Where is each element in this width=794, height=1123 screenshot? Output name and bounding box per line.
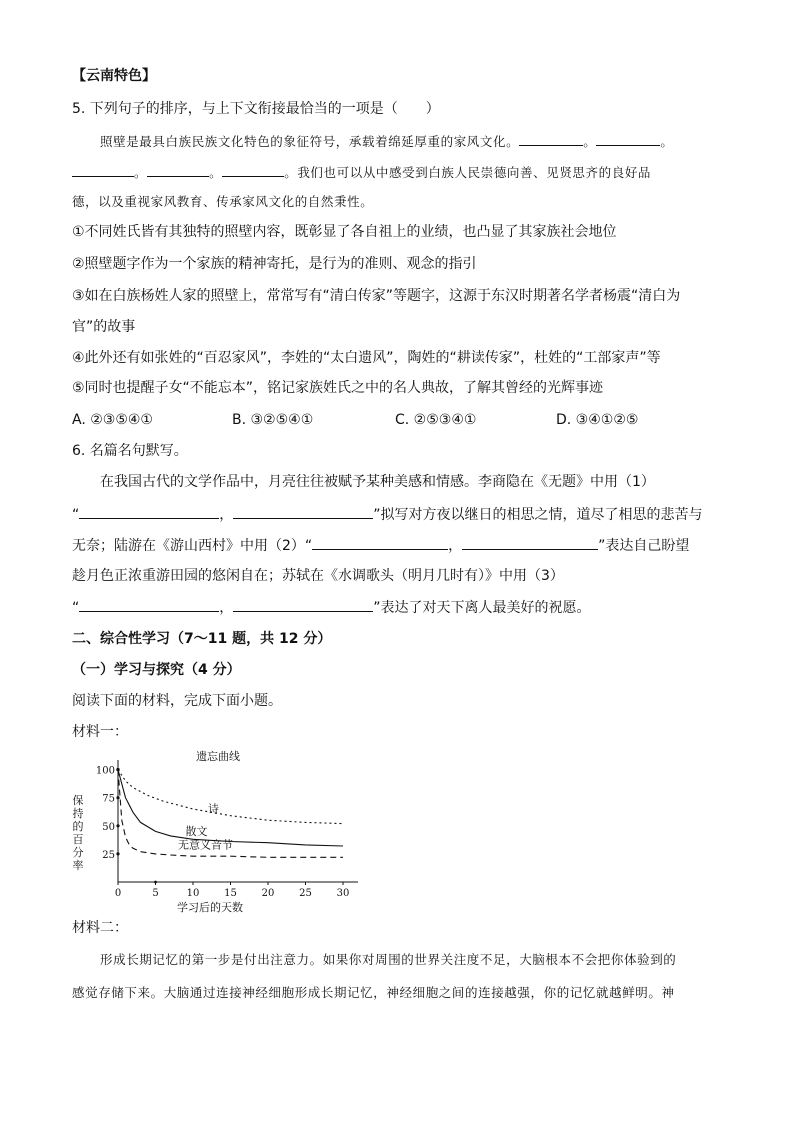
comma: ，	[219, 507, 234, 523]
answer-blank	[596, 131, 660, 146]
instruction-text: 阅读下面的材料，完成下面小题。	[72, 693, 282, 709]
x-tick-label: 30	[336, 888, 350, 899]
q6-line2-text: ”拟写对方夜以继日的相思之情，道尽了相思的悲苦与	[373, 507, 703, 523]
answer-blank	[233, 504, 373, 519]
q5-item-2: ②照壁题字作为一个家族的精神寄托，是行为的准则、观念的指引	[72, 256, 477, 272]
q5-passage-start: 照壁是最具白族民族文化特色的象征符号，承载着绵延厚重的家风文化。	[100, 134, 520, 149]
y-axis-label-char: 持	[72, 807, 84, 820]
chart-title: 遗忘曲线	[196, 750, 240, 763]
subsection-title-1: （一）学习与探究（4 分）	[72, 662, 241, 678]
answer-blank	[312, 535, 448, 550]
x-tick-label: 0	[114, 888, 122, 899]
axis-dot	[116, 796, 119, 799]
q5-stem: 5. 下列句子的排序，与上下文衔接最恰当的一项是（ ）	[72, 101, 440, 117]
y-tick-label: 75	[102, 793, 115, 805]
quote-open: “	[72, 600, 80, 616]
x-tick-label: 10	[186, 888, 200, 899]
option-b: B. ③②⑤④①	[232, 412, 314, 428]
series-label: 无意义音节	[178, 838, 233, 852]
answer-blank	[462, 535, 598, 550]
series-line-0	[118, 770, 343, 824]
q6-line1: 在我国古代的文学作品中，月亮往往被赋予某种美感和情感。李商隐在《无题》中用（1）	[100, 474, 655, 490]
q5-item-3: ③如在白族杨姓人家的照壁上，常常写有“清白传家”等题字，这源于东汉时期著名学者杨震“清白为	[72, 288, 681, 304]
q6-line3-close: ”表达自己盼望	[598, 538, 690, 554]
answer-blank	[72, 162, 134, 177]
option-a: A. ②③⑤④①	[72, 412, 153, 428]
q6-line5-text: ”表达了对天下离人最美好的祝愿。	[373, 600, 591, 616]
y-axis-label-char: 分	[72, 846, 84, 859]
q5-item-4: ④此外还有如张姓的“百忍家风”，李姓的“太白遗风”，陶姓的“耕读传家”，杜姓的“工部家声”等	[72, 350, 661, 366]
quote-open: “	[72, 507, 80, 523]
series-line-1	[118, 770, 343, 846]
material2-line2: 感觉存储下来。大脑通过连接神经细胞形成长期记忆，神经细胞之间的连接越强，你的记忆就越鲜明。神	[72, 985, 675, 1000]
q6-line2	[72, 504, 703, 525]
x-tick-label: 5	[152, 888, 159, 899]
q6-stem: 6. 名篇名句默写。	[72, 443, 188, 459]
answer-blank	[519, 131, 583, 146]
comma: ，	[219, 600, 234, 616]
q5-item-5: ⑤同时也提醒子女“不能忘本”，铭记家族姓氏之中的名人典故，了解其曾经的光辉事迹	[72, 380, 604, 396]
forgetting-curve-chart	[68, 746, 368, 916]
q5-item-3-cont: 官”的故事	[72, 319, 136, 335]
y-tick-label: 50	[102, 821, 115, 833]
q6-line4: 趁月色正浓重游田园的悠闲自在；苏轼在《水调歌头（明月几时有）》中用（3）	[72, 568, 564, 584]
q6-line3-text: 无奈；陆游在《游山西村》中用（2）“	[72, 538, 313, 554]
y-axis-label-char: 保	[72, 794, 84, 807]
answer-blank	[79, 504, 219, 519]
x-tick-label: 15	[224, 888, 237, 899]
q5-passage-line2: 。 。 。我们也可以从中感受到白族人民崇德向善、见贤思齐的良好品	[72, 162, 651, 183]
material2-label: 材料二：	[72, 920, 128, 936]
axis-dot	[154, 881, 157, 884]
q5-passage-line1: 照壁是最具白族民族文化特色的象征符号，承载着绵延厚重的家风文化。 。 。	[100, 131, 673, 152]
series-label: 散文	[185, 824, 208, 838]
q5-item-1: ①不同姓氏皆有其独特的照壁内容，既彰显了各自祖上的业绩，也凸显了其家族社会地位	[72, 224, 617, 240]
series-label: 诗	[208, 802, 219, 816]
answer-blank	[222, 162, 284, 177]
data-point	[116, 768, 119, 771]
comma: ，	[448, 538, 463, 554]
section-title-2: 二、综合性学习（7～11 题，共 12 分）	[72, 631, 332, 647]
q5-passage-mid: 。我们也可以从中感受到白族人民崇德向善、见贤思齐的良好品	[284, 165, 652, 180]
y-tick-label: 25	[102, 849, 115, 861]
x-tick-label: 25	[299, 888, 312, 899]
axis-dot	[116, 852, 119, 855]
section-title-yunnan: 【云南特色】	[72, 68, 156, 84]
x-tick-label: 20	[261, 888, 275, 899]
answer-blank	[233, 597, 373, 612]
q6-line5	[72, 597, 591, 618]
y-axis-label-char: 的	[72, 820, 84, 833]
q5-passage-end: 德，以及重视家风教育、传承家风文化的自然秉性。	[72, 194, 374, 209]
axis-dot	[116, 824, 119, 827]
answer-blank	[79, 597, 219, 612]
answer-blank	[147, 162, 209, 177]
option-d: D. ③④①②⑤	[556, 412, 639, 428]
material1-label: 材料一：	[72, 724, 128, 740]
q6-line3	[72, 535, 689, 556]
option-c: C. ②⑤③④①	[395, 412, 477, 428]
y-tick-label: 100	[95, 765, 115, 777]
x-axis-label: 学习后的天数	[177, 901, 243, 914]
y-axis-label-char: 百	[72, 833, 84, 846]
y-axis-label-char: 率	[72, 859, 84, 872]
material2-line1: 形成长期记忆的第一步是付出注意力。如果你对周围的世界关注度不足，大脑根本不会把你体验到的	[100, 952, 677, 967]
